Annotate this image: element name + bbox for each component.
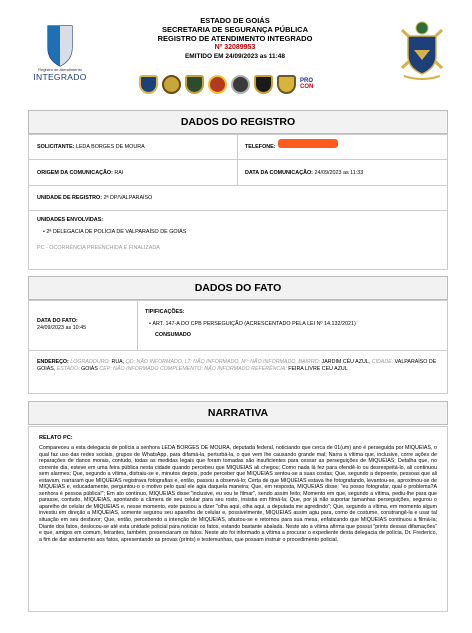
rai-logo — [30, 20, 90, 80]
cep-label: CEP: NÃO INFORMADO COMPLEMENTO: NÃO INFORMADO — [99, 366, 250, 372]
row-unidade — [29, 186, 447, 211]
origem-label: ORIGEM DA COMUNICAÇÃO: — [37, 170, 113, 176]
referencia-value: FEIRA LIVRE CEU AZUL — [288, 366, 348, 372]
cidade-value: VALPARAÍSO DE GOIÁS, — [37, 359, 437, 372]
badge-icon — [139, 75, 158, 94]
data-fato-label: DATA DO FATO: — [37, 318, 78, 324]
tipificacoes-label: TIPIFICAÇÕES: — [145, 309, 185, 315]
logradouro-label: LOGRADOURO: — [70, 359, 111, 365]
badge-icon — [277, 75, 296, 94]
badge-icon — [208, 75, 227, 94]
cidade-label: CIDADE: — [371, 359, 394, 365]
envolvida-item: • 2ª DELEGACIA DE POLÍCIA DE VALPARAÍSO DE GOIÁS — [43, 229, 187, 235]
badge-icon — [254, 75, 273, 94]
rai-logo-brand: INTEGRADO — [33, 72, 87, 82]
redaction-mark — [278, 139, 338, 148]
data-comunicacao-value: 24/09/2023 as 11:33 — [314, 170, 364, 176]
procon-top: PRO — [300, 78, 314, 84]
rai-logo-caption: Registro de Atendimento — [38, 67, 82, 72]
endereco-label: ENDEREÇO: — [37, 359, 69, 365]
badge-icon — [185, 75, 204, 94]
registro-box — [28, 134, 448, 270]
section-title-registro: DADOS DO REGISTRO — [28, 110, 448, 134]
logradouro-value: RUA, — [111, 359, 125, 365]
registry-name: REGISTRO DE ATENDIMENTO INTEGRADO — [157, 34, 313, 43]
relato-text: Compareceu a esta delegacia de polícia a senhora LEDA BORGES DE MOURA, deputada federal, noticiando que cerca de 01(um) ano é perseguida por MIQUEIAS, o qual faz uso das redes sociais, grupos de WhatsApp, para difamá-la, perturbá-la, o que vem lhe causando grande mal; Narra a vítima que, inclusive, corre ações de reparações de danos morais, contudo, todas as medidas legais que foram tomadas são insuficientes para cessar as perseguições de MIQUEIAS; Detalha que, no corrente dia, esteve em uma feira pública nesta cidade quando percebeu que MIQUEIAS ali chegou; Como nada lá fez para ofendê-lo ou desrespeitá-lo, ali continuou sem alarmes; Que, segundo a vítima, distraiu-se e, minutos depois, pode perceber que MIQUEIAS sentou-se a suas costas; Que, segundo a depoente, pessoas que ali estavam, narraram que MIQUEIAS registrava fotografias e, então, passou a observá-lo; Certa de que MIQUEIAS estava lhe fotografando, levantou-se, aproximou-se de MIQUEIAS e, educadamente, perguntou-o o motivo pelo qual ele agia daquela maneira; Que, em resposta, MIQUEIAS disse: "eu posso fotografar, qual o problema?A senhora é pessoa pública!"; Em ato contínuo, MIQUEIAS disse:"inclusive, eu vou te filmar", sendo assim feito; Momento em que, segundo a vítima, pediu-lhe para que parasse, contudo, MIQUEIAS, apontando a câmera de seu celular para seu rosto, insistia em filmá-la; Que, por já não suportar tamanhas perseguições, segurou o aparelho de celular de MIQUEIAS e, nesse momento, este passou a dizer "olha aqui, olha aqui, a deputada me agredindo"; Que, segundo a vítima, em momento algum investiu em direção a MIQUEIAS, somente segurou seu aparelho de celular e, possivelmente, MIQUEIAS assim agiu para, como de costume, constrangê-la e usar tal situação em seu desfavor; Que, então, percebendo a intenção de MIQUEIAS, afastou-se e retornou para sua mesa, enfatizando que MIQUEIAS continuou a filmá-la; Diante dos fatos, deslocou-se até esta unidade policial para noticiar os fatos, estando bastante abalada. Neste ato a vítima afirma que possui "prints dessas difamações" e que, amigos em comum, feirantes, também, presenciaram os fatos. Neste ato foi informado a vítima a procurar o expediente desta delegacia de polícia, Dr. Frederico, a fim de dar andamento aos fatos, apresentando as provas (prints) e testemunhas, que possam instruir o procedimento policial. — [39, 445, 437, 543]
issued-date: EMITIDO EM 24/09/2023 as 11:48 — [184, 53, 286, 60]
origem-value: RAI — [114, 170, 124, 176]
solicitante-value: LEDA BORGES DE MOURA — [75, 144, 145, 150]
unidade-label: UNIDADE DE REGISTRO: — [37, 195, 102, 201]
tipificacao-item: • ART. 147-A DO CPB PERSEGUIÇÃO (ACRESCENTADO PELA LEI Nº 14.132/2021) — [149, 321, 356, 327]
endereco-block — [37, 359, 441, 373]
agency-badges — [139, 73, 313, 95]
document-header — [110, 16, 360, 61]
police-crest-logo — [394, 20, 450, 84]
bairro-value: JARDIM CÉU AZUL, — [321, 359, 371, 365]
solicitante-label: SOLICITANTE: — [37, 144, 75, 150]
badge-icon — [231, 75, 250, 94]
row-solicitante — [29, 135, 447, 160]
bullet-icon: • — [43, 229, 47, 235]
telefone-label: TELEFONE: — [245, 144, 276, 150]
envolvidas-label: UNIDADES ENVOLVIDAS: — [37, 217, 104, 223]
estado-label: ESTADO: — [56, 366, 80, 372]
row-fato — [29, 301, 447, 351]
fato-box — [28, 300, 448, 394]
registry-number: Nº 32089953 — [214, 44, 256, 51]
badge-icon — [162, 75, 181, 94]
bullet-icon: • — [149, 321, 153, 327]
row-origem — [29, 160, 447, 186]
secretariat-name: SECRETARIA DE SEGURANÇA PÚBLICA — [162, 25, 308, 34]
procon-bottom: CON — [300, 84, 314, 90]
state-name: ESTADO DE GOIÁS — [200, 16, 270, 25]
referencia-label: REFERÊNCIA: — [251, 366, 287, 372]
procon-logo — [300, 78, 313, 90]
data-fato-value: 24/09/2023 as 10:45 — [37, 325, 87, 331]
unidade-value: 2ª DP/VALPARAÍSO — [103, 195, 153, 201]
crest-icon — [394, 20, 450, 84]
section-title-narrativa: NARRATIVA — [28, 401, 448, 425]
tipificacao-status: CONSUMADO — [155, 332, 191, 338]
qd-label: QD: NÃO INFORMADO, LT: NÃO INFORMADO, Nº: NÃO INFORMADO, BAIRRO: — [125, 359, 321, 365]
narrativa-box — [28, 426, 448, 612]
section-title-fato: DADOS DO FATO — [28, 276, 448, 300]
estado-value: GOIÁS — [81, 366, 98, 372]
envolvidas-block — [37, 217, 186, 251]
data-comunicacao-label: DATA DA COMUNICAÇÃO: — [245, 170, 313, 176]
status-text: PC - OCORRÊNCIA PREENCHIDA E FINALIZADA — [37, 245, 160, 251]
relato-label: RELATO PC: — [39, 435, 73, 441]
